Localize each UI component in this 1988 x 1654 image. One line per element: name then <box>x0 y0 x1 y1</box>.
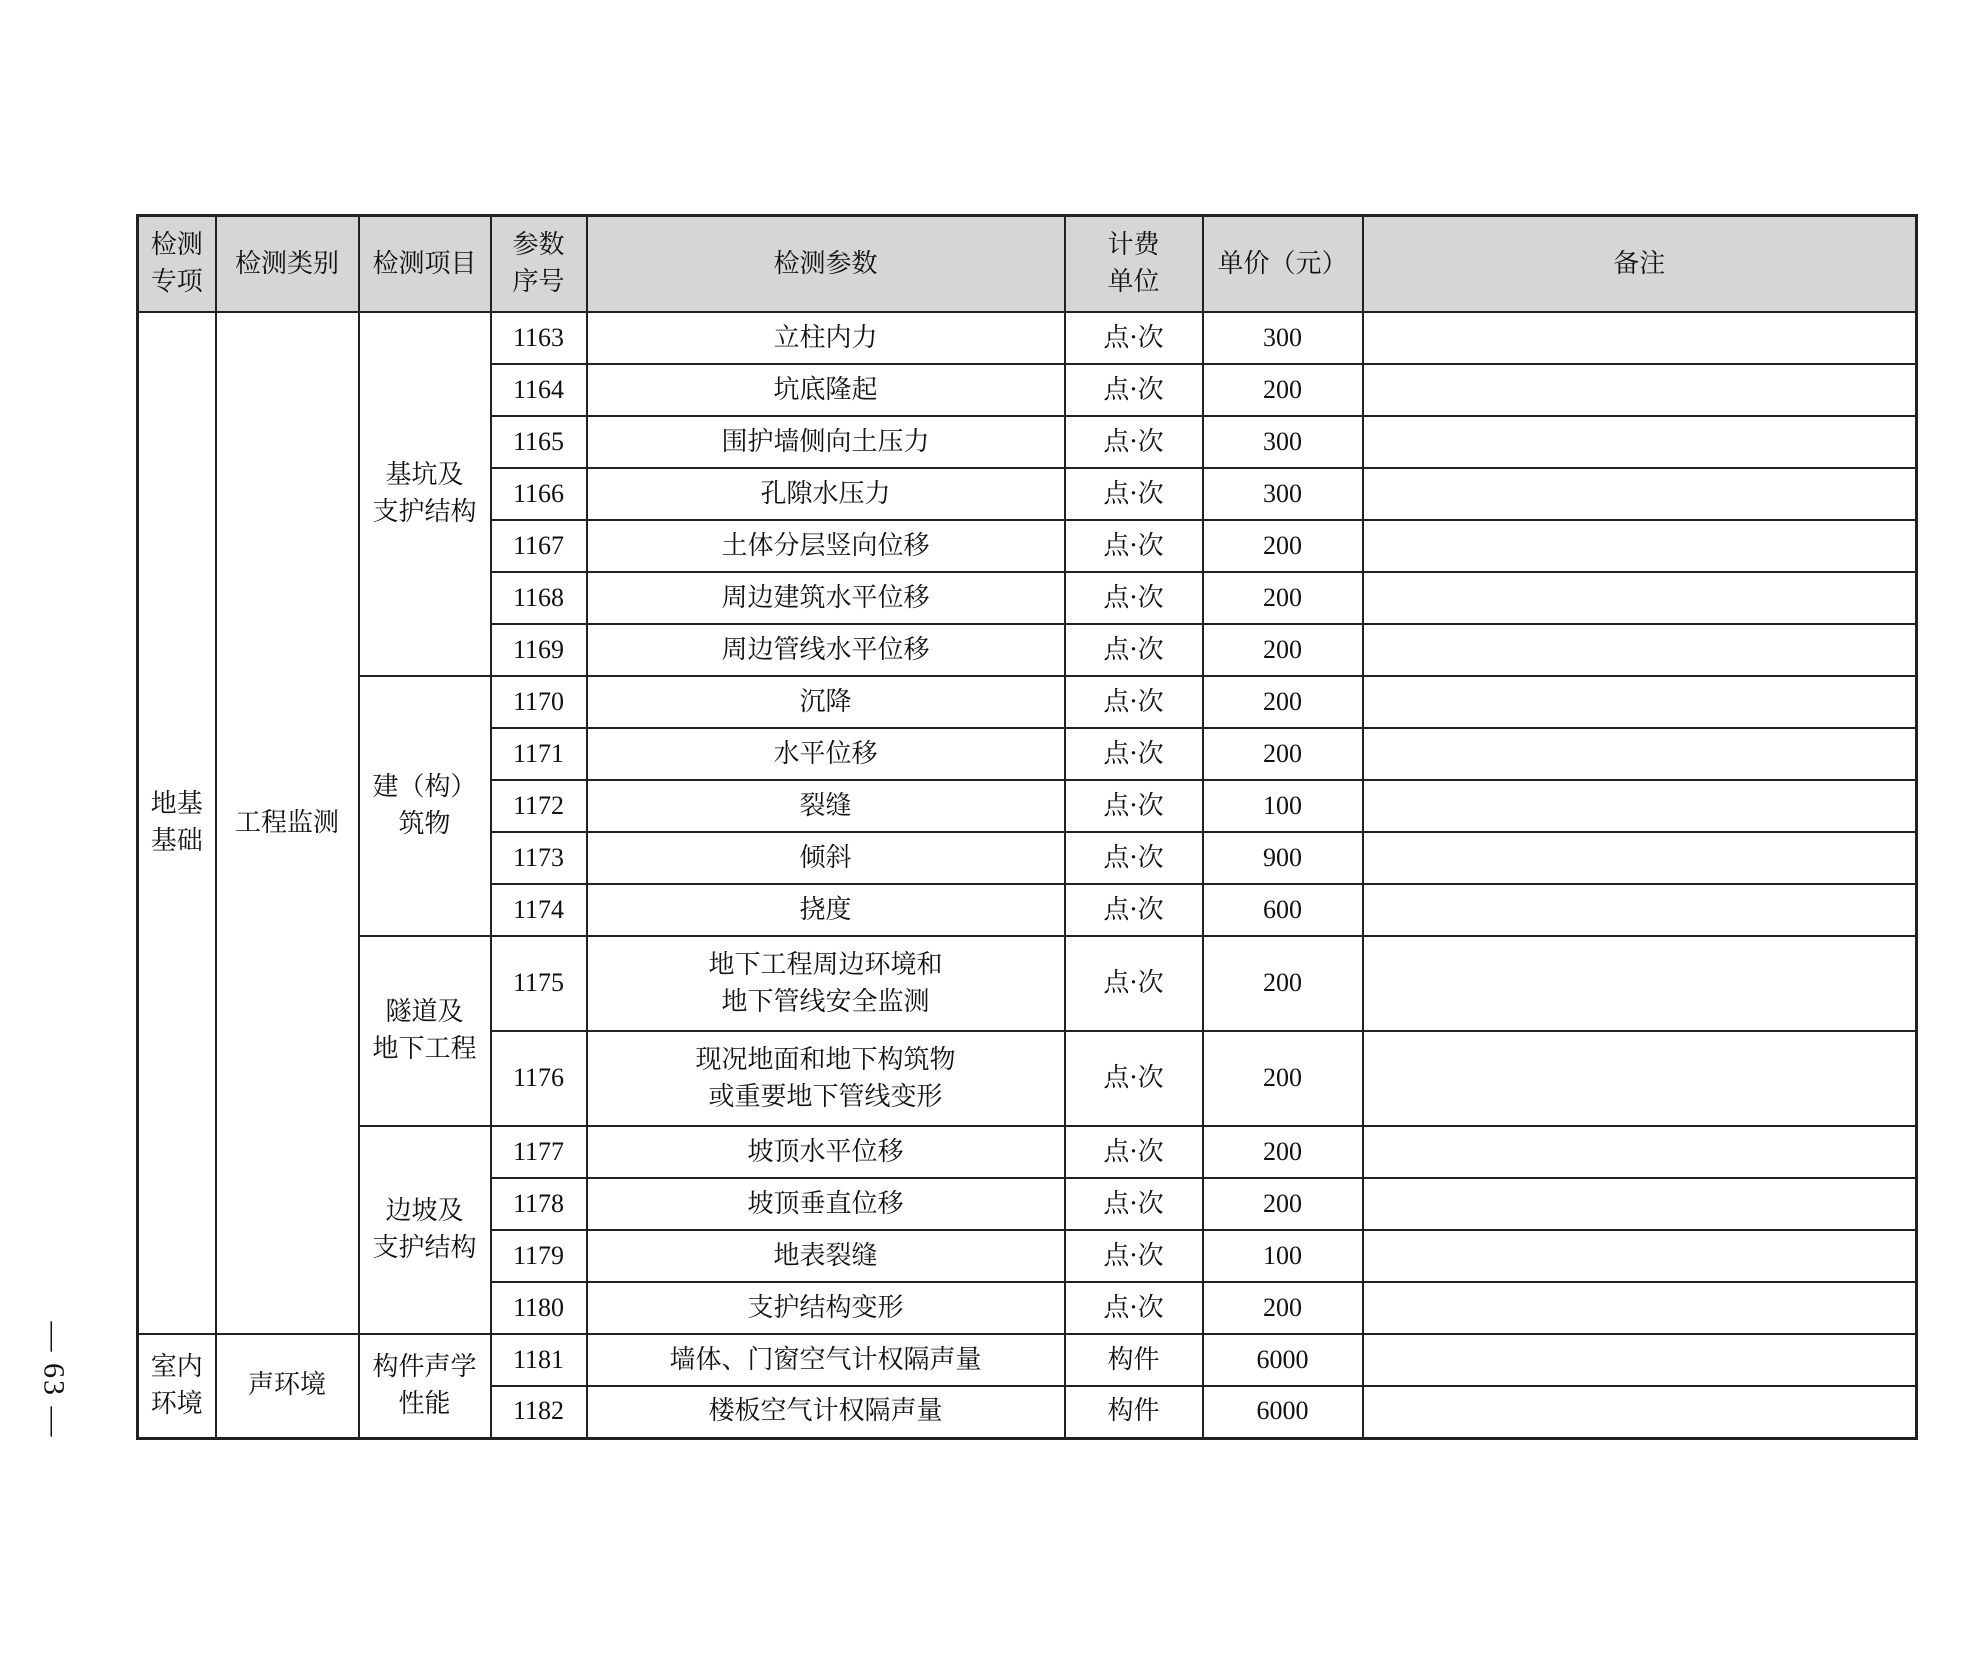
remarks-cell <box>1363 312 1917 364</box>
header-category: 检测类别 <box>216 216 359 313</box>
remarks-cell <box>1363 1282 1917 1334</box>
seq-cell: 1175 <box>491 936 587 1031</box>
page-number <box>18 1300 88 1460</box>
header-param: 检测参数 <box>587 216 1065 313</box>
remarks-cell <box>1363 624 1917 676</box>
seq-cell: 1180 <box>491 1282 587 1334</box>
fee-table <box>136 214 1918 1440</box>
price-cell: 200 <box>1203 364 1363 416</box>
table-row <box>138 312 1917 364</box>
param-cell: 土体分层竖向位移 <box>587 520 1065 572</box>
param-cell: 墙体、门窗空气计权隔声量 <box>587 1334 1065 1386</box>
param-cell: 周边管线水平位移 <box>587 624 1065 676</box>
param-cell: 裂缝 <box>587 780 1065 832</box>
remarks-cell <box>1363 832 1917 884</box>
item-cell: 边坡及 支护结构 <box>359 1126 491 1334</box>
remarks-cell <box>1363 520 1917 572</box>
remarks-cell <box>1363 468 1917 520</box>
seq-cell: 1171 <box>491 728 587 780</box>
table-row <box>138 676 1917 728</box>
param-cell: 现况地面和地下构筑物 或重要地下管线变形 <box>587 1031 1065 1126</box>
specialty-cell: 室内 环境 <box>138 1334 216 1438</box>
header-remarks: 备注 <box>1363 216 1917 313</box>
price-cell: 300 <box>1203 468 1363 520</box>
unit-cell: 点·次 <box>1065 624 1203 676</box>
price-cell: 600 <box>1203 884 1363 936</box>
seq-cell: 1178 <box>491 1178 587 1230</box>
remarks-cell <box>1363 1230 1917 1282</box>
price-cell: 200 <box>1203 1126 1363 1178</box>
seq-cell: 1177 <box>491 1126 587 1178</box>
seq-cell: 1181 <box>491 1334 587 1386</box>
remarks-cell <box>1363 884 1917 936</box>
param-cell: 孔隙水压力 <box>587 468 1065 520</box>
seq-cell: 1165 <box>491 416 587 468</box>
unit-cell: 点·次 <box>1065 312 1203 364</box>
seq-cell: 1174 <box>491 884 587 936</box>
table-row <box>138 1334 1917 1386</box>
price-cell: 100 <box>1203 1230 1363 1282</box>
unit-cell: 点·次 <box>1065 936 1203 1031</box>
table-header <box>138 216 1917 313</box>
header-item: 检测项目 <box>359 216 491 313</box>
price-cell: 300 <box>1203 312 1363 364</box>
remarks-cell <box>1363 572 1917 624</box>
remarks-cell <box>1363 416 1917 468</box>
seq-cell: 1170 <box>491 676 587 728</box>
remarks-cell <box>1363 780 1917 832</box>
unit-cell: 构件 <box>1065 1334 1203 1386</box>
price-cell: 200 <box>1203 728 1363 780</box>
remarks-cell <box>1363 1031 1917 1126</box>
unit-cell: 点·次 <box>1065 832 1203 884</box>
param-cell: 周边建筑水平位移 <box>587 572 1065 624</box>
header-price: 单价（元） <box>1203 216 1363 313</box>
page-number-text: — 63 — <box>37 1321 70 1439</box>
item-cell: 基坑及 支护结构 <box>359 312 491 676</box>
param-cell: 坡顶水平位移 <box>587 1126 1065 1178</box>
price-cell: 6000 <box>1203 1386 1363 1438</box>
remarks-cell <box>1363 676 1917 728</box>
seq-cell: 1164 <box>491 364 587 416</box>
item-cell: 构件声学 性能 <box>359 1334 491 1438</box>
category-cell: 工程监测 <box>216 312 359 1334</box>
param-cell: 地表裂缝 <box>587 1230 1065 1282</box>
remarks-cell <box>1363 728 1917 780</box>
param-cell: 坡顶垂直位移 <box>587 1178 1065 1230</box>
remarks-cell <box>1363 1126 1917 1178</box>
price-cell: 200 <box>1203 520 1363 572</box>
price-cell: 200 <box>1203 676 1363 728</box>
param-cell: 围护墙侧向土压力 <box>587 416 1065 468</box>
header-unit: 计费 单位 <box>1065 216 1203 313</box>
price-cell: 200 <box>1203 1178 1363 1230</box>
seq-cell: 1168 <box>491 572 587 624</box>
remarks-cell <box>1363 1178 1917 1230</box>
unit-cell: 点·次 <box>1065 520 1203 572</box>
price-cell: 900 <box>1203 832 1363 884</box>
param-cell: 支护结构变形 <box>587 1282 1065 1334</box>
unit-cell: 点·次 <box>1065 468 1203 520</box>
price-cell: 200 <box>1203 624 1363 676</box>
param-cell: 水平位移 <box>587 728 1065 780</box>
remarks-cell <box>1363 364 1917 416</box>
param-cell: 地下工程周边环境和 地下管线安全监测 <box>587 936 1065 1031</box>
remarks-cell <box>1363 1334 1917 1386</box>
param-cell: 坑底隆起 <box>587 364 1065 416</box>
remarks-cell <box>1363 936 1917 1031</box>
price-cell: 200 <box>1203 572 1363 624</box>
seq-cell: 1176 <box>491 1031 587 1126</box>
price-cell: 200 <box>1203 1282 1363 1334</box>
unit-cell: 点·次 <box>1065 1230 1203 1282</box>
price-cell: 200 <box>1203 936 1363 1031</box>
seq-cell: 1173 <box>491 832 587 884</box>
seq-cell: 1182 <box>491 1386 587 1438</box>
unit-cell: 构件 <box>1065 1386 1203 1438</box>
seq-cell: 1166 <box>491 468 587 520</box>
header-specialty: 检测 专项 <box>138 216 216 313</box>
table-row <box>138 1126 1917 1178</box>
seq-cell: 1163 <box>491 312 587 364</box>
unit-cell: 点·次 <box>1065 1031 1203 1126</box>
price-cell: 100 <box>1203 780 1363 832</box>
param-cell: 倾斜 <box>587 832 1065 884</box>
unit-cell: 点·次 <box>1065 416 1203 468</box>
item-cell: 隧道及 地下工程 <box>359 936 491 1126</box>
table-body <box>138 312 1917 1438</box>
unit-cell: 点·次 <box>1065 1282 1203 1334</box>
param-cell: 沉降 <box>587 676 1065 728</box>
remarks-cell <box>1363 1386 1917 1438</box>
price-cell: 300 <box>1203 416 1363 468</box>
category-cell: 声环境 <box>216 1334 359 1438</box>
param-cell: 楼板空气计权隔声量 <box>587 1386 1065 1438</box>
unit-cell: 点·次 <box>1065 676 1203 728</box>
unit-cell: 点·次 <box>1065 1178 1203 1230</box>
header-seq: 参数 序号 <box>491 216 587 313</box>
price-cell: 6000 <box>1203 1334 1363 1386</box>
unit-cell: 点·次 <box>1065 780 1203 832</box>
seq-cell: 1179 <box>491 1230 587 1282</box>
unit-cell: 点·次 <box>1065 364 1203 416</box>
table-row <box>138 936 1917 1031</box>
param-cell: 挠度 <box>587 884 1065 936</box>
seq-cell: 1172 <box>491 780 587 832</box>
specialty-cell: 地基 基础 <box>138 312 216 1334</box>
seq-cell: 1167 <box>491 520 587 572</box>
seq-cell: 1169 <box>491 624 587 676</box>
param-cell: 立柱内力 <box>587 312 1065 364</box>
unit-cell: 点·次 <box>1065 884 1203 936</box>
price-cell: 200 <box>1203 1031 1363 1126</box>
unit-cell: 点·次 <box>1065 572 1203 624</box>
unit-cell: 点·次 <box>1065 728 1203 780</box>
unit-cell: 点·次 <box>1065 1126 1203 1178</box>
item-cell: 建（构） 筑物 <box>359 676 491 936</box>
